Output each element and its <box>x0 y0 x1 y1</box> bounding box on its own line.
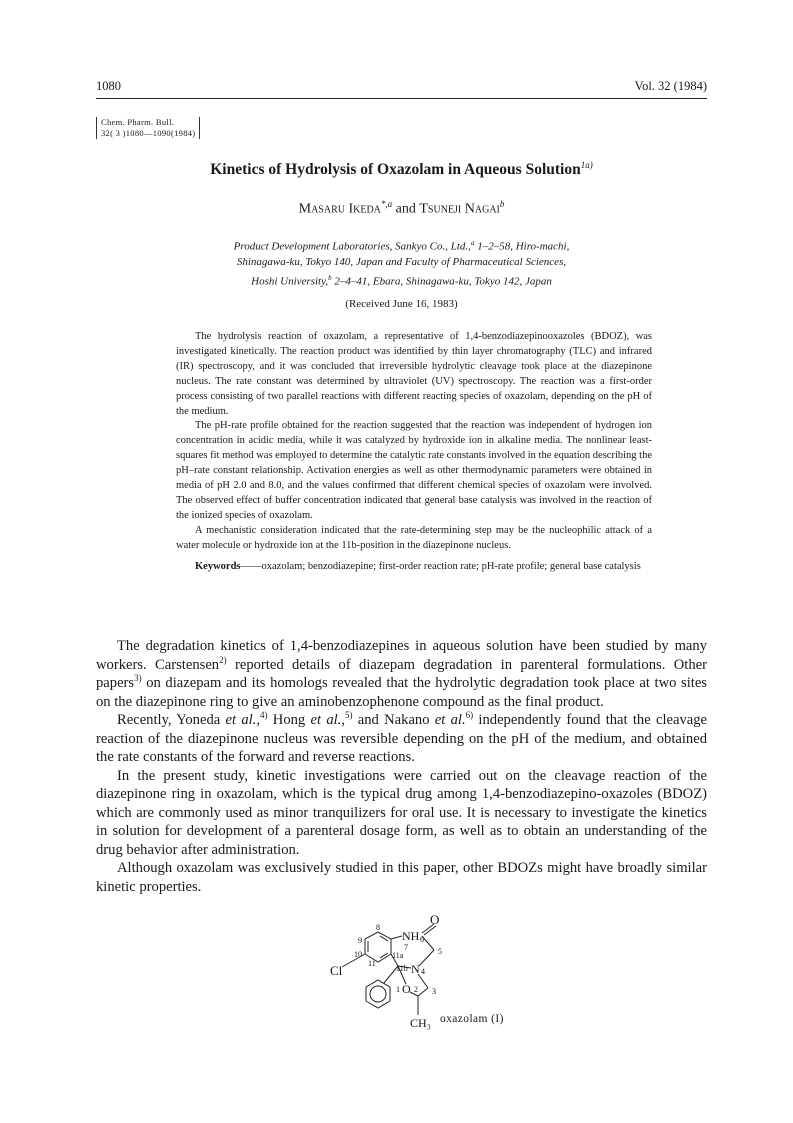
author-1: Masaru Ikeda <box>298 201 381 217</box>
bond-c3-n4 <box>418 974 428 988</box>
affiliation-1-text: Product Development Laboratories, Sankyo Co., Ltd., <box>233 240 471 253</box>
position-2: 2 <box>414 985 418 994</box>
affiliation-line-3 <box>96 271 707 290</box>
reference-3: 3) <box>134 673 142 684</box>
body-paragraph-1 <box>96 637 707 711</box>
abstract-paragraph-3: A mechanistic consideration indicated that the rate-determining step may be the nucleophilic attack of a water molecule or hydroxide ion at the 11b-position in the diazepinone nucleus. <box>176 524 652 551</box>
authors <box>96 199 707 218</box>
et-al-2: et al. <box>310 712 342 728</box>
keywords-list: ——oxazolam; benzodiazepine; first-order reaction rate; pH-rate profile; general base catalysis <box>240 560 641 572</box>
author-2-mark: b <box>499 199 505 209</box>
bond-c5-n4 <box>419 950 434 966</box>
et-al-1: et al. <box>225 712 257 728</box>
body-p2-part-a: Recently, Yoneda <box>117 712 226 728</box>
author-2: Tsuneji Nagai <box>419 201 500 217</box>
body-text <box>96 637 707 896</box>
body-p2-comma-1: , <box>256 712 261 728</box>
abstract-paragraph-1: The hydrolysis reaction of oxazolam, a representative of 1,4-benzodiazepinooxazoles (BDOZ), was investigated kinetically. The reaction product was identified by thin layer chromatography (TLC) and infrared (IR) spectroscopy, and it was concluded that irreversible hydrolytic cleavage took place at the diazepinone nucleus. The rate constant was determined by ultraviolet (UV) spectroscopy. The reaction was a first-order process consisting of two parallel reactions with different reacting species of oxazolam, depending on the pH of the medium. <box>176 331 652 417</box>
author-1-mark: *,a <box>380 199 393 209</box>
nitrogen-atom: N <box>411 962 420 976</box>
abstract-paragraph-2: The pH-rate profile obtained for the reaction suggested that the reaction was independent of hydrogen ion concentration in acidic media, while it was catalyzed by hydroxide ion in alkaline media. The nonlinear least-squares fit method was employed to determine the catalytic rate constants involved in the equation describing the pH–rate constant relationship. Activation energies as well as other thermodynamic parameters were obtained in media of pH 2.0 and 8.0, and the values confirmed that different chemical species of oxazolam were involved. The observed effect of buffer concentration indicated that general base catalysis was involved in the reaction of the ionized species of oxazolam. <box>176 420 652 521</box>
citation-line-2: 32( 3 )1080—1090(1984) <box>101 128 196 138</box>
position-11b: 11b <box>396 964 408 973</box>
structure-atom-labels <box>330 912 442 1030</box>
position-8: 8 <box>376 923 380 932</box>
volume-label: Vol. 32 (1984) <box>634 79 707 93</box>
body-p1-part-a: The degradation kinetics of 1,4-benzodiazepines in aqueous solution have been studied by many workers. Carstensen <box>96 638 707 673</box>
bond-c2-c3 <box>418 988 428 996</box>
position-3: 3 <box>432 987 436 996</box>
position-1: 1 <box>396 985 400 994</box>
bond-11a-n7 <box>391 936 402 939</box>
author-conjunction: and <box>395 201 416 217</box>
title-text: Kinetics of Hydrolysis of Oxazolam in Aqueous Solution <box>210 161 581 179</box>
reference-4: 4) <box>260 710 268 721</box>
position-5: 5 <box>438 947 442 956</box>
position-4: 4 <box>421 967 425 976</box>
body-paragraph-4: Although oxazolam was exclusively studied in this paper, other BDOZs might have broadly similar kinetic properties. <box>96 860 707 895</box>
body-paragraph-3: In the present study, kinetic investigations were carried out on the cleavage reaction of the diazepinone ring in oxazolam, which is the typical drug among 1,4-benzodiazepino-oxazoles (BDOZ) which are commonly used as minor tranquilizers for oral use. It is necessary to investigate the kinetics in solution for development of a parenteral dosage form, as well as to obtain an understanding of the drug behavior after administration. <box>96 767 707 858</box>
title-footnote: 1a) <box>580 160 593 170</box>
position-10: 10 <box>354 950 362 959</box>
benzo-ring <box>365 932 391 962</box>
nh-group: NH <box>402 929 420 943</box>
reference-5: 5) <box>345 710 353 721</box>
body-p2-part-c: and Nakano <box>352 712 435 728</box>
structure-caption: oxazolam (I) <box>440 1013 504 1025</box>
body-p2-part-d: independently found that the cleavage reaction of the diazepinone nucleus was reversible depending on the pH of the medium, and obtained the rate constants of the forward and reverse reactions. <box>96 712 708 765</box>
body-p1-part-b: reported details of diazepam degradation in parenteral formulations. Other papers <box>96 656 707 691</box>
body-paragraph-2 <box>96 711 707 767</box>
affiliation-line-1 <box>96 236 707 255</box>
body-p2-comma-2: , <box>341 712 345 728</box>
reference-2: 2) <box>219 654 227 665</box>
benzo-double-bond-3 <box>380 953 388 958</box>
received-date: (Received June 16, 1983) <box>345 298 458 310</box>
position-11: 11 <box>368 959 376 968</box>
chlorine-atom: Cl <box>330 963 343 978</box>
position-7: 7 <box>404 943 408 952</box>
affiliation-mark-b: b <box>328 273 332 282</box>
citation-line-1: Chem. Pharm. Bull. <box>101 117 175 127</box>
running-head <box>96 79 707 95</box>
reference-6: 6) <box>465 710 474 721</box>
abstract <box>176 330 652 575</box>
affiliations <box>96 236 707 290</box>
affiliation-1-address: 1–2–58, Hiro-machi, <box>474 240 570 253</box>
affiliation-2-text: Hoshi University, <box>251 275 329 288</box>
keywords-label: Keywords <box>195 560 241 572</box>
body-p1-part-c: on diazepam and its homologs revealed that the hydrolytic degradation took place at two sites on the diazepinone ring to give an aminobenzophenone compound as the final product. <box>96 675 707 710</box>
affiliation-mark-a: a <box>470 239 475 247</box>
paper-title <box>96 160 707 179</box>
oxazolam-structure <box>318 912 518 1037</box>
affiliation-line-2: Shinagawa-ku, Tokyo 140, Japan and Faculty of Pharmaceutical Sciences, <box>236 256 567 269</box>
ring-oxygen: O <box>402 982 411 996</box>
body-p2-part-b: Hong <box>267 712 311 728</box>
et-al-3: et al. <box>434 712 466 728</box>
position-11a: 11a <box>392 951 404 960</box>
header-rule <box>96 98 707 99</box>
phenyl-aromatic-circle <box>370 986 386 1002</box>
journal-citation <box>96 117 200 139</box>
methyl-group: CH₃ <box>410 1016 431 1030</box>
affiliation-2-address: 2–4–41, Ebara, Shinagawa-ku, Tokyo 142, Japan <box>331 275 552 288</box>
position-6: 6 <box>420 935 424 944</box>
page-number: 1080 <box>96 79 121 93</box>
keywords <box>176 560 652 575</box>
position-9: 9 <box>358 936 362 945</box>
carbonyl-oxygen: O <box>430 912 440 927</box>
